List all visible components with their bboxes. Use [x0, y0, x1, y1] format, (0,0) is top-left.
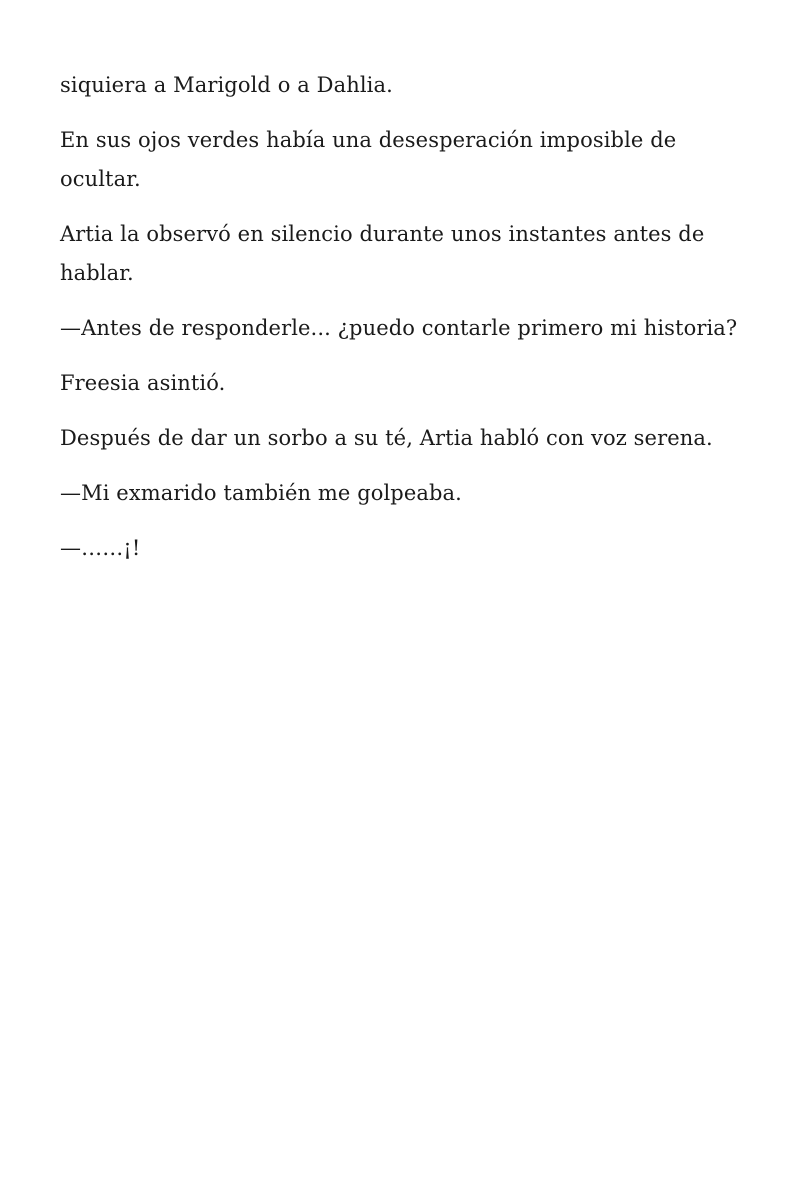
paragraph: —Mi exmarido también me golpeaba.: [60, 481, 462, 505]
paragraph: En sus ojos verdes había una desesperación imposible de ocultar.: [60, 128, 677, 191]
paragraph: siquiera a Marigold o a Dahlia.: [60, 73, 393, 97]
paragraph: —……¡!: [60, 536, 141, 560]
paragraph: Después de dar un sorbo a su té, Artia habló con voz serena.: [60, 426, 713, 450]
paragraph: Freesia asintió.: [60, 371, 226, 395]
paragraph: Artia la observó en silencio durante unos instantes antes de hablar.: [60, 222, 705, 285]
paragraph: —Antes de responderle... ¿puedo contarle primero mi historia?: [60, 316, 738, 340]
